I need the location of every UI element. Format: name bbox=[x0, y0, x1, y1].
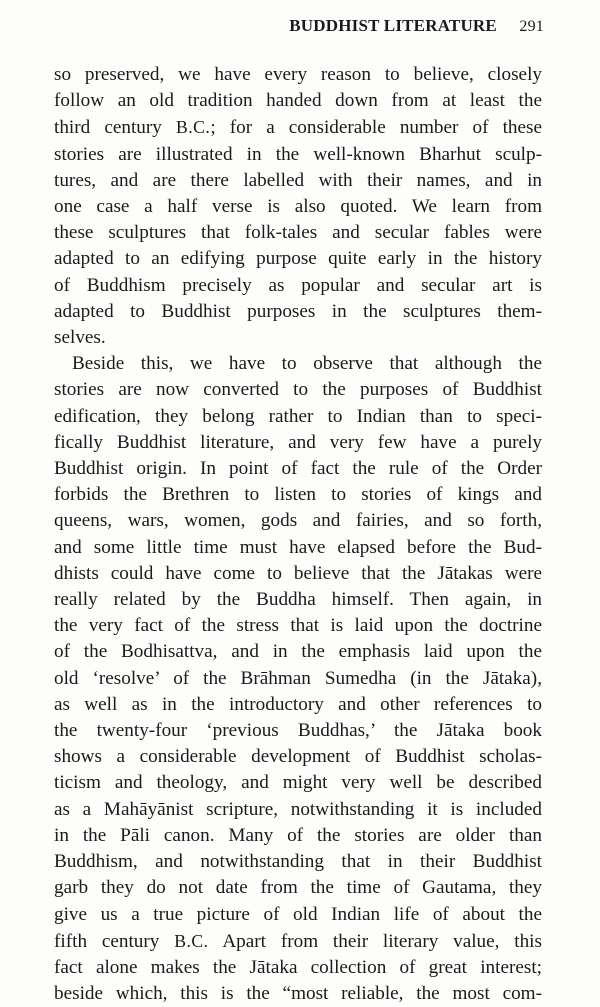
body-text bbox=[54, 62, 542, 1007]
text-line: stories are illustrated in the well-known Bharhut sculp- bbox=[54, 143, 542, 165]
text-line: the twenty-four ‘previous Buddhas,’ the Jātaka book bbox=[54, 720, 542, 742]
text-line: fact alone makes the Jātaka collection of great interest; bbox=[54, 956, 542, 978]
text-line: and some little time must have elapsed before the Bud- bbox=[54, 536, 542, 558]
text-line: one case a half verse is also quoted. We learn from bbox=[54, 196, 542, 218]
text-line: edification, they belong rather to Indian than to speci- bbox=[54, 405, 542, 427]
text-line: Buddhism, and notwithstanding that in their Buddhist bbox=[54, 851, 542, 873]
text-line: of Buddhism precisely as popular and secular art is bbox=[54, 274, 542, 296]
text-line: fically Buddhist literature, and very few have a purely bbox=[54, 431, 542, 453]
text-line: forbids the Brethren to listen to stories of kings and bbox=[54, 484, 542, 506]
text-line: ticism and theology, and might very well be described bbox=[54, 772, 542, 794]
text-line: beside which, this is the “most reliable, the most com- bbox=[54, 983, 542, 1005]
text-line: the very fact of the stress that is laid upon the doctrine bbox=[54, 615, 542, 637]
text-line: dhists could have come to believe that the Jātakas were bbox=[54, 562, 542, 584]
text-line: as well as in the introductory and other references to bbox=[54, 693, 542, 715]
text-line: of the Bodhisattva, and in the emphasis laid upon the bbox=[54, 641, 542, 663]
text-line: fifth century B.C. Apart from their literary value, this bbox=[54, 930, 542, 952]
text-line: really related by the Buddha himself. Then again, in bbox=[54, 589, 542, 611]
text-line: tures, and are there labelled with their names, and in bbox=[54, 169, 542, 191]
text-line: selves. bbox=[54, 327, 106, 349]
text-line: these sculptures that folk-tales and secular fables were bbox=[54, 222, 542, 244]
text-line: Buddhist origin. In point of fact the rule of the Order bbox=[54, 458, 542, 480]
text-line: so preserved, we have every reason to believe, closely bbox=[54, 64, 542, 85]
text-line: in the Pāli canon. Many of the stories are older than bbox=[54, 824, 542, 846]
running-head: BUDDHIST LITERATURE bbox=[289, 16, 497, 35]
text-line: third century B.C.; for a considerable number of these bbox=[54, 117, 542, 139]
text-line: garb they do not date from the time of Gautama, they bbox=[54, 877, 542, 899]
page-header bbox=[289, 16, 544, 36]
text-line: stories are now converted to the purposes of Buddhist bbox=[54, 379, 542, 401]
text-line: as a Mahāyānist scripture, notwithstanding it is included bbox=[54, 798, 542, 820]
text-line: Beside this, we have to observe that although the bbox=[72, 353, 542, 375]
text-line: adapted to an edifying purpose quite early in the history bbox=[54, 248, 542, 270]
text-line: follow an old tradition handed down from at least the bbox=[54, 90, 542, 112]
text-line: shows a considerable development of Buddhist scholas- bbox=[54, 746, 542, 768]
text-line: queens, wars, women, gods and fairies, and so forth, bbox=[54, 510, 542, 532]
page-number: 291 bbox=[519, 18, 544, 35]
text-line: adapted to Buddhist purposes in the sculptures them- bbox=[54, 300, 542, 322]
text-line: old ‘resolve’ of the Brāhman Sumedha (in the Jātaka), bbox=[54, 667, 542, 689]
text-line: give us a true picture of old Indian life of about the bbox=[54, 903, 542, 925]
